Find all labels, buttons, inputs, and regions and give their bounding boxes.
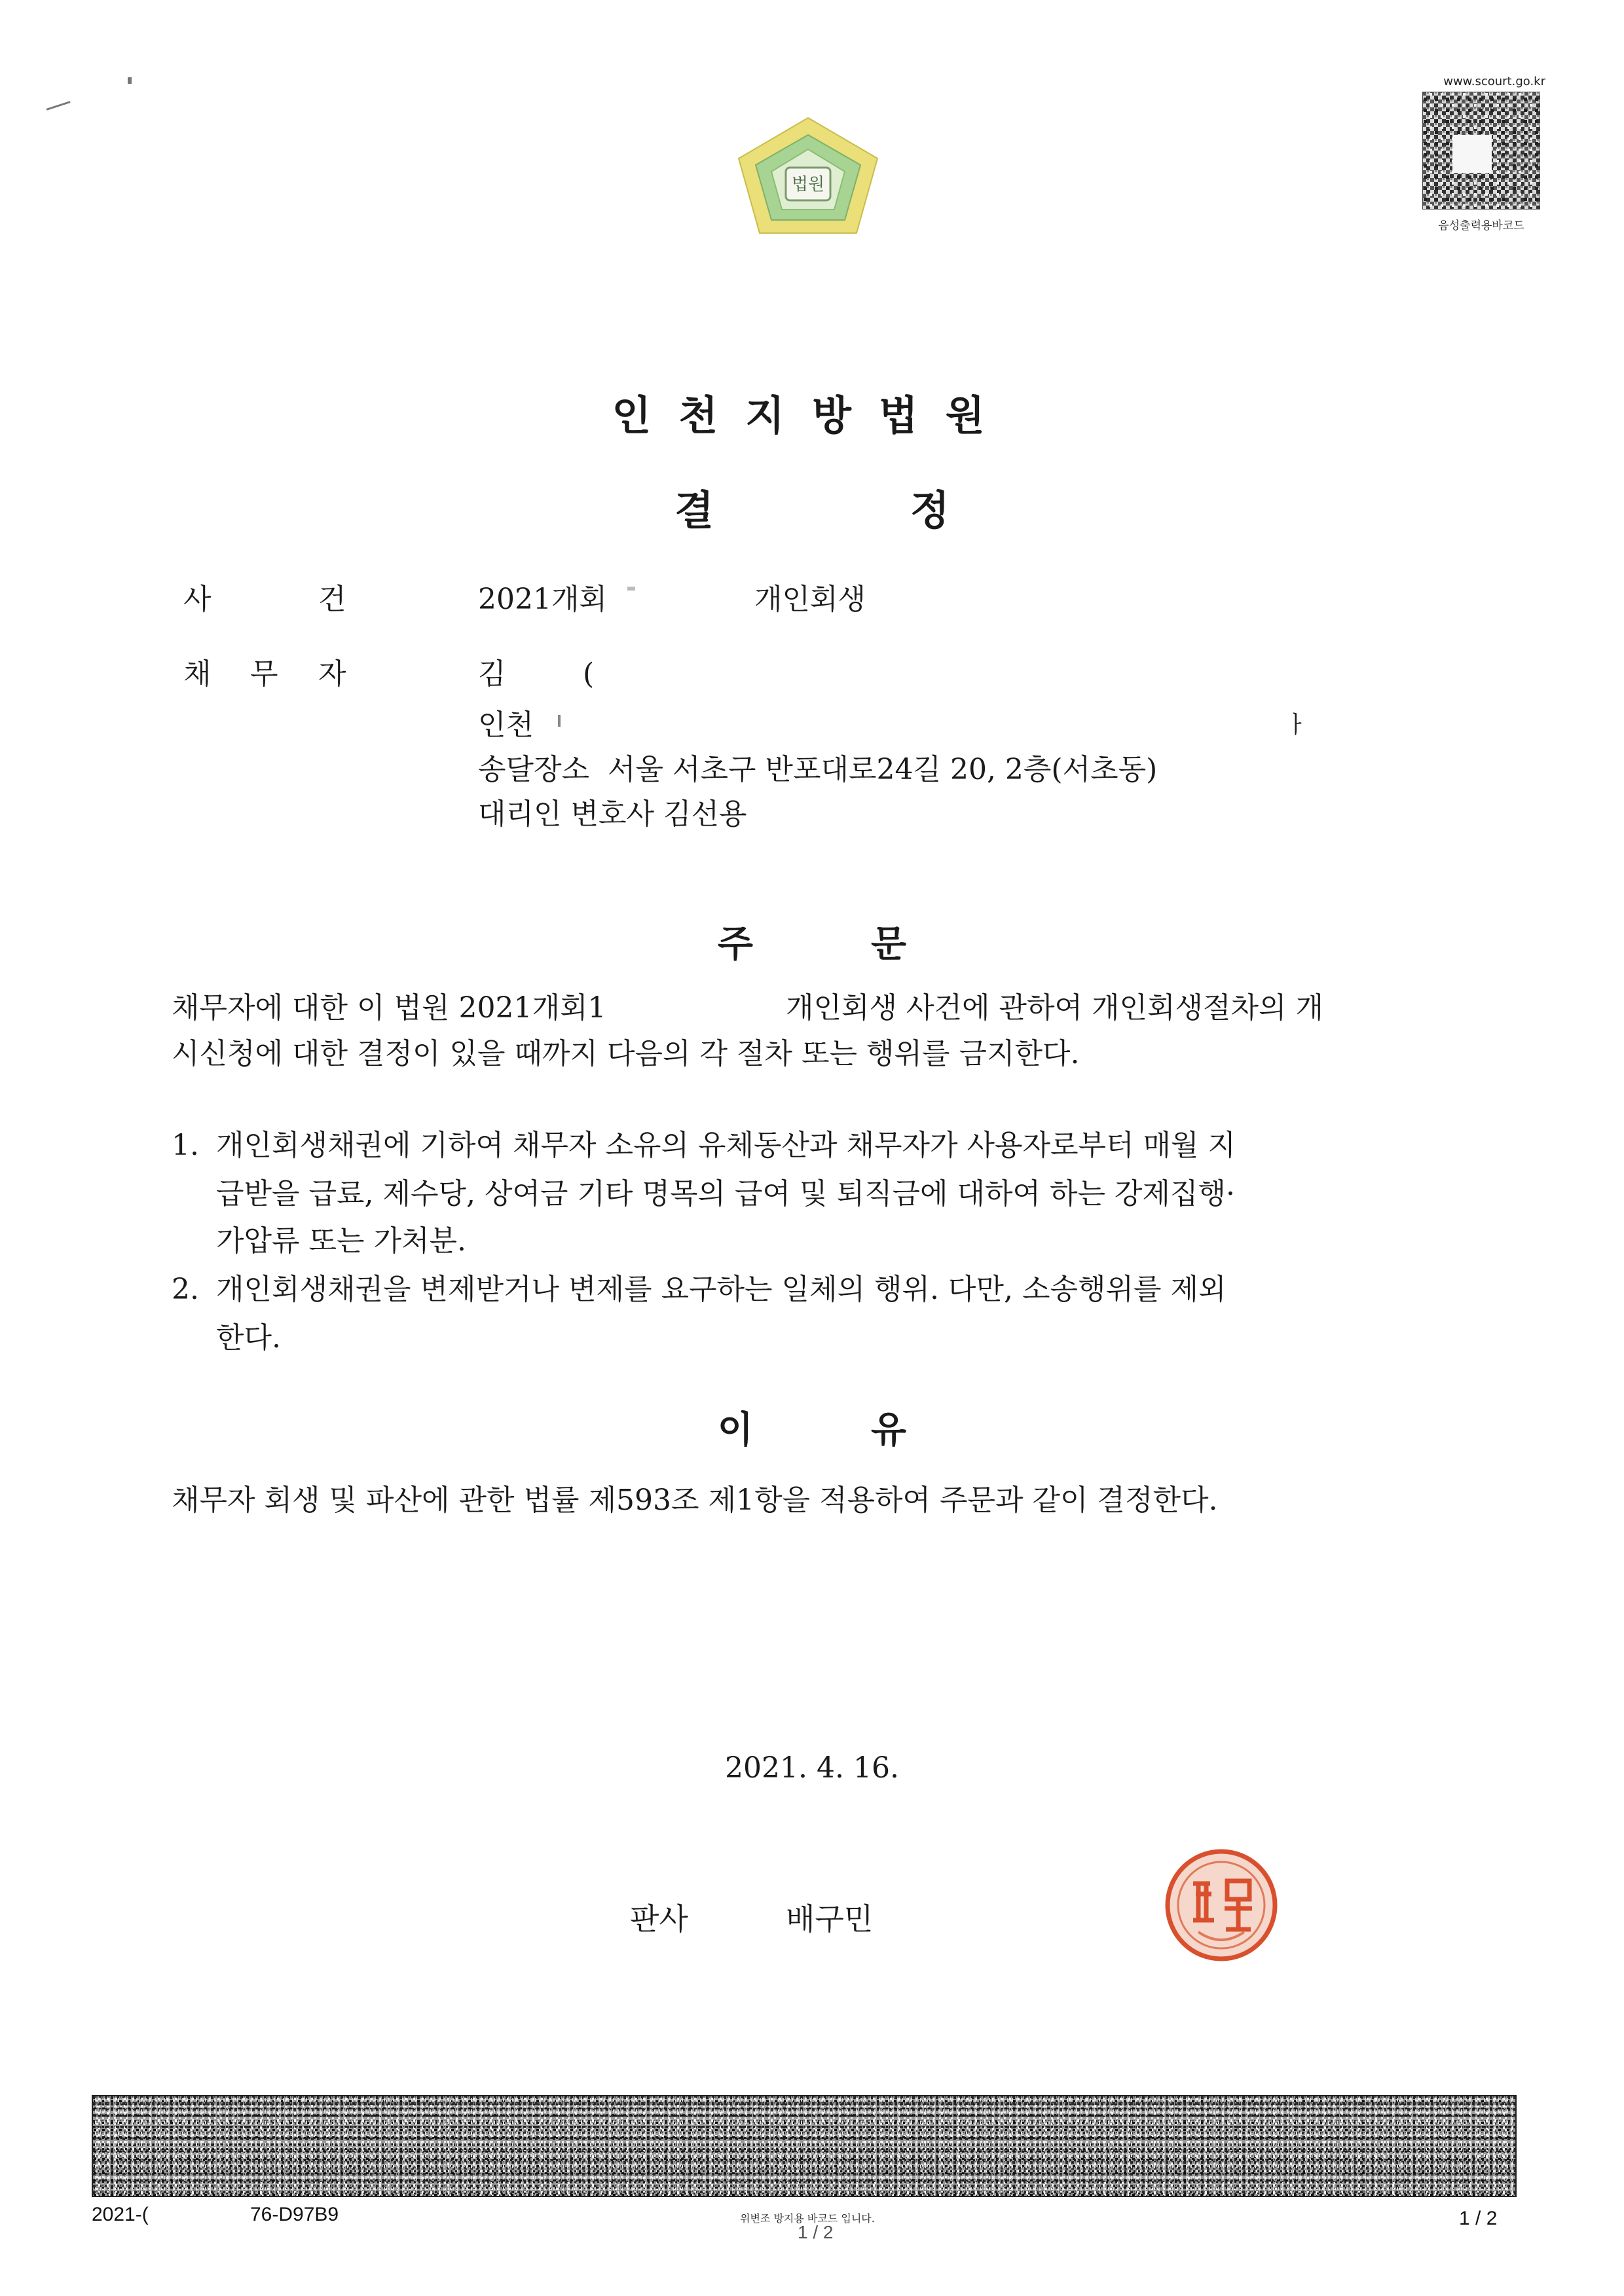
debtor-name: 김 xyxy=(478,657,506,691)
case-label-char: 사 xyxy=(183,583,212,616)
redaction-mark xyxy=(627,587,635,591)
case-label xyxy=(183,580,212,619)
reason-heading-char: 유 xyxy=(871,1409,907,1451)
barcode-caption: 음성출력용바코드 xyxy=(1438,219,1524,232)
anti-forgery-barcode xyxy=(92,2095,1517,2197)
debtor-address-tail: ㅏ xyxy=(1285,712,1308,738)
debtor-name-paren: ( xyxy=(583,657,595,691)
footer-page-center: 1 / 2 xyxy=(798,2222,834,2242)
redaction-mark xyxy=(558,715,561,727)
case-number: 2021개회 xyxy=(478,583,607,616)
debtor-label-char: 무 xyxy=(250,657,278,691)
reason-text: 채무자 회생 및 파산에 관한 법률 제593조 제1항을 적용하여 주문과 같이 결정한다. xyxy=(172,1484,1218,1517)
order-item-line: 개인회생채권에 기하여 채무자 소유의 유체동산과 채무자가 사용자로부터 매월 지 xyxy=(216,1129,1236,1162)
footer-doc-code: 2021-( xyxy=(92,2204,149,2225)
barcode-url: www.scourt.go.kr xyxy=(1443,75,1545,88)
document-title-char: 정 xyxy=(910,486,950,534)
footer-page-right: 1 / 2 xyxy=(1459,2208,1498,2229)
order-item-line: 개인회생채권을 변제받거나 변제를 요구하는 일체의 행위. 다만, 소송행위를 제외 xyxy=(216,1273,1227,1306)
document-title-char: 결 xyxy=(674,486,714,534)
scan-mark xyxy=(46,101,70,111)
decision-date: 2021. 4. 16. xyxy=(725,1751,899,1785)
order-heading xyxy=(0,915,1624,968)
order-intro-line2: 시신청에 대한 결정이 있을 때까지 다음의 각 절차 또는 행위를 금지한다. xyxy=(172,1037,1080,1070)
order-heading-char: 주 xyxy=(717,923,753,966)
order-intro-line1b: 개인회생 사건에 관하여 개인회생절차의 개 xyxy=(786,991,1324,1025)
debtor-label-char: 자 xyxy=(318,657,346,691)
order-heading-char: 문 xyxy=(871,923,907,966)
order-item-line: 한다. xyxy=(216,1321,281,1355)
debtor-label xyxy=(250,655,278,694)
scan-mark xyxy=(128,77,132,84)
judge-seal-icon xyxy=(1159,1843,1283,1967)
case-name: 개인회생 xyxy=(754,583,866,616)
footer-note: 위변조 방지용 바코드 입니다. xyxy=(740,2212,875,2225)
voice-barcode-icon xyxy=(1422,92,1540,210)
order-item-line: 급받을 급료, 제수당, 상여금 기타 명목의 급여 및 퇴직금에 대하여 하는 강제집행· xyxy=(216,1177,1235,1211)
document-title xyxy=(0,478,1624,536)
order-item-line: 가압류 또는 가처분. xyxy=(216,1224,466,1258)
case-label xyxy=(318,580,346,619)
judge-name: 배구민 xyxy=(786,1901,874,1937)
case-label-char: 건 xyxy=(318,583,346,616)
judge-label: 판사 xyxy=(630,1901,688,1937)
order-item-number: 2. xyxy=(172,1273,199,1306)
debtor-label xyxy=(183,655,212,694)
debtor-label-char: 채 xyxy=(183,657,212,691)
emblem-text: 법원 xyxy=(791,175,825,194)
court-emblem-icon xyxy=(732,113,884,237)
debtor-address: 인천 xyxy=(478,708,534,742)
footer-doc-code: 76-D97B9 xyxy=(250,2204,339,2225)
debtor-label xyxy=(318,655,346,694)
reason-heading xyxy=(0,1401,1624,1453)
order-intro-line1a: 채무자에 대한 이 법원 2021개회1 xyxy=(172,991,606,1025)
court-name: 인천지방법원 xyxy=(612,392,1012,439)
debtor-agent: 대리인 변호사 김선용 xyxy=(478,797,747,831)
service-address: 송달장소 서울 서초구 반포대로24길 20, 2층(서초동) xyxy=(478,753,1158,786)
reason-heading-char: 이 xyxy=(717,1409,753,1451)
order-item-number: 1. xyxy=(172,1129,199,1162)
